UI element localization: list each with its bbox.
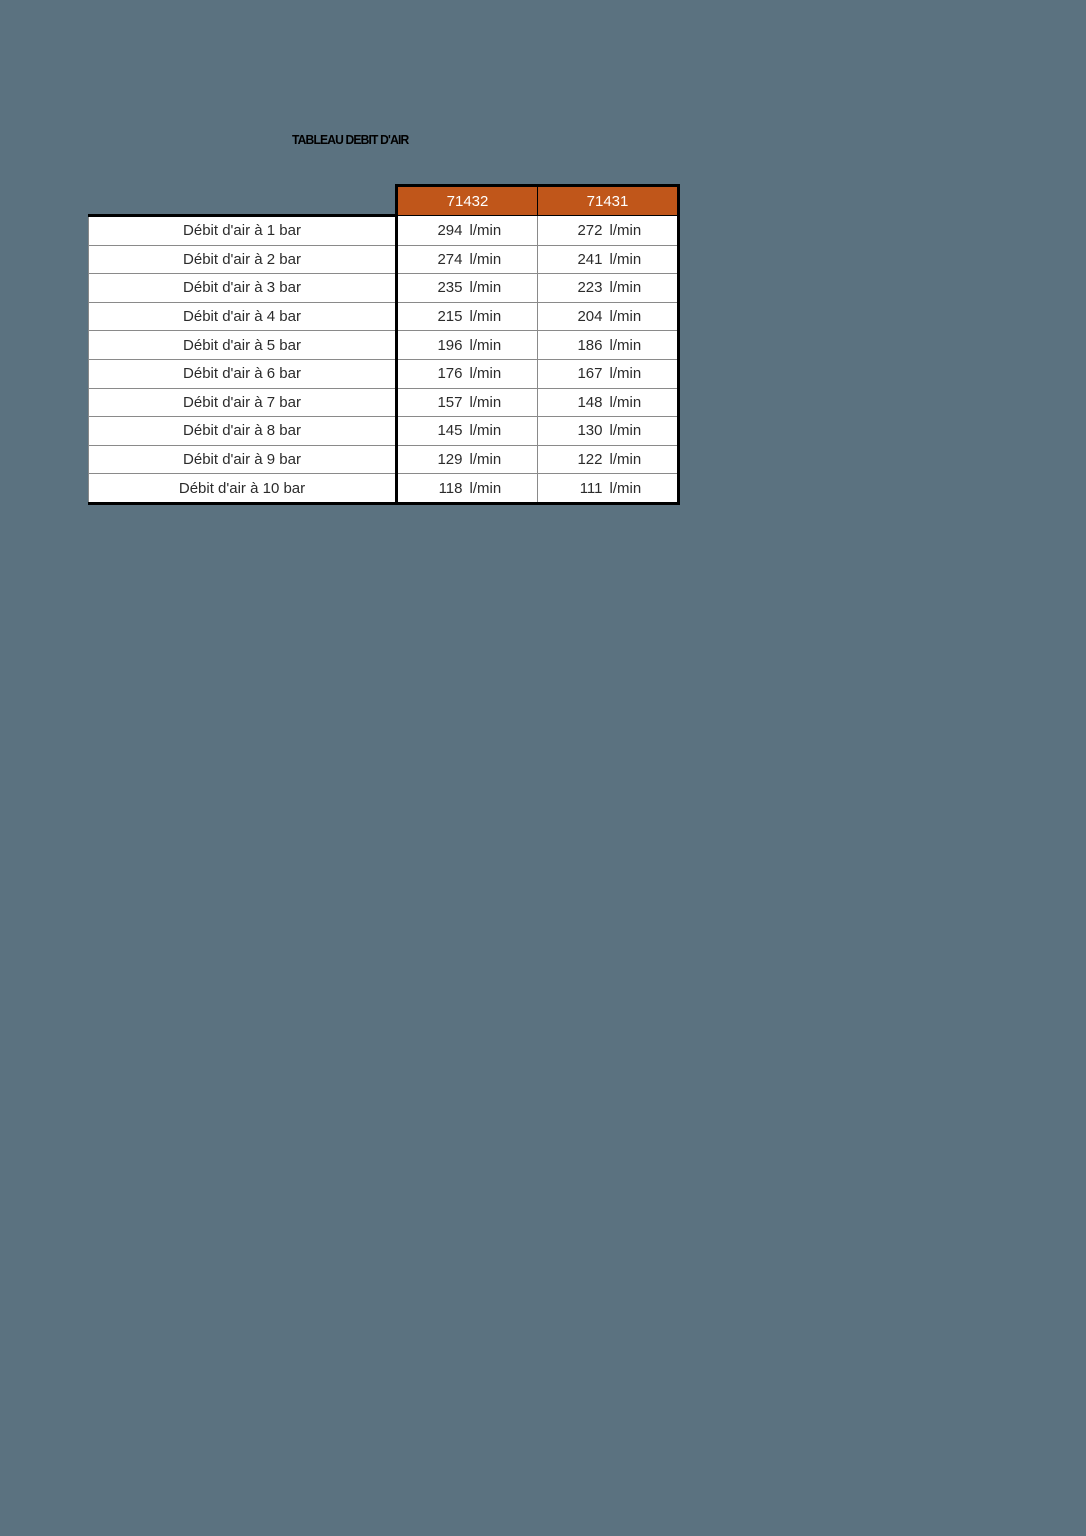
value-number: 223 xyxy=(577,279,603,297)
row-label: Débit d'air à 5 bar xyxy=(89,331,397,360)
row-label: Débit d'air à 10 bar xyxy=(89,474,397,504)
value-number: 294 xyxy=(437,221,463,239)
row-value-71431 xyxy=(538,331,679,360)
value-unit: l/min xyxy=(609,479,642,497)
value-number: 129 xyxy=(437,451,463,469)
value-number: 272 xyxy=(577,221,603,239)
row-value-71432 xyxy=(397,302,538,331)
header-spacer-cell xyxy=(89,186,397,216)
value-number: 145 xyxy=(437,422,463,440)
value-unit: l/min xyxy=(609,365,642,383)
page-title: TABLEAU DEBIT D'AIR xyxy=(292,132,409,147)
value-number: 122 xyxy=(577,451,603,469)
value-number: 196 xyxy=(437,336,463,354)
table-row xyxy=(89,359,679,388)
value-unit: l/min xyxy=(469,250,502,268)
row-value-71431 xyxy=(538,302,679,331)
row-label: Débit d'air à 6 bar xyxy=(89,359,397,388)
value-unit: l/min xyxy=(469,479,502,497)
row-value-71432 xyxy=(397,417,538,446)
value-number: 274 xyxy=(437,250,463,268)
table-row xyxy=(89,474,679,504)
value-unit: l/min xyxy=(609,221,642,239)
value-unit: l/min xyxy=(469,451,502,469)
value-number: 167 xyxy=(577,365,603,383)
column-header-71431: 71431 xyxy=(538,186,679,216)
value-number: 215 xyxy=(437,308,463,326)
value-number: 157 xyxy=(437,393,463,411)
row-label: Débit d'air à 3 bar xyxy=(89,274,397,303)
value-unit: l/min xyxy=(609,308,642,326)
table-row xyxy=(89,388,679,417)
row-value-71432 xyxy=(397,245,538,274)
row-label: Débit d'air à 4 bar xyxy=(89,302,397,331)
table-row xyxy=(89,302,679,331)
value-unit: l/min xyxy=(609,336,642,354)
row-value-71432 xyxy=(397,388,538,417)
row-label: Débit d'air à 7 bar xyxy=(89,388,397,417)
row-value-71431 xyxy=(538,474,679,504)
row-value-71432 xyxy=(397,331,538,360)
row-label: Débit d'air à 9 bar xyxy=(89,445,397,474)
value-unit: l/min xyxy=(469,393,502,411)
row-value-71431 xyxy=(538,445,679,474)
value-unit: l/min xyxy=(469,365,502,383)
row-value-71431 xyxy=(538,216,679,246)
value-number: 118 xyxy=(438,479,463,497)
table-header-row xyxy=(89,186,679,216)
value-unit: l/min xyxy=(469,336,502,354)
value-unit: l/min xyxy=(609,422,642,440)
row-value-71432 xyxy=(397,274,538,303)
row-value-71432 xyxy=(397,216,538,246)
value-number: 148 xyxy=(577,393,603,411)
table-row xyxy=(89,331,679,360)
air-flow-table-wrapper xyxy=(88,184,680,505)
value-number: 241 xyxy=(577,250,603,268)
row-value-71431 xyxy=(538,245,679,274)
table-row xyxy=(89,216,679,246)
value-unit: l/min xyxy=(609,250,642,268)
air-flow-table xyxy=(88,184,680,505)
row-value-71431 xyxy=(538,274,679,303)
value-unit: l/min xyxy=(469,221,502,239)
row-value-71431 xyxy=(538,359,679,388)
row-value-71432 xyxy=(397,474,538,504)
table-row xyxy=(89,445,679,474)
value-number: 111 xyxy=(579,479,603,497)
row-value-71431 xyxy=(538,417,679,446)
row-value-71431 xyxy=(538,388,679,417)
value-number: 176 xyxy=(437,365,463,383)
value-unit: l/min xyxy=(609,279,642,297)
row-value-71432 xyxy=(397,445,538,474)
column-header-71432: 71432 xyxy=(397,186,538,216)
value-unit: l/min xyxy=(469,308,502,326)
value-number: 130 xyxy=(577,422,603,440)
row-label: Débit d'air à 8 bar xyxy=(89,417,397,446)
table-row xyxy=(89,245,679,274)
value-number: 186 xyxy=(577,336,603,354)
value-unit: l/min xyxy=(609,451,642,469)
value-number: 235 xyxy=(437,279,463,297)
table-row xyxy=(89,417,679,446)
row-value-71432 xyxy=(397,359,538,388)
value-unit: l/min xyxy=(469,422,502,440)
table-body xyxy=(89,186,679,504)
row-label: Débit d'air à 2 bar xyxy=(89,245,397,274)
value-number: 204 xyxy=(577,308,603,326)
table-row xyxy=(89,274,679,303)
value-unit: l/min xyxy=(609,393,642,411)
value-unit: l/min xyxy=(469,279,502,297)
row-label: Débit d'air à 1 bar xyxy=(89,216,397,246)
